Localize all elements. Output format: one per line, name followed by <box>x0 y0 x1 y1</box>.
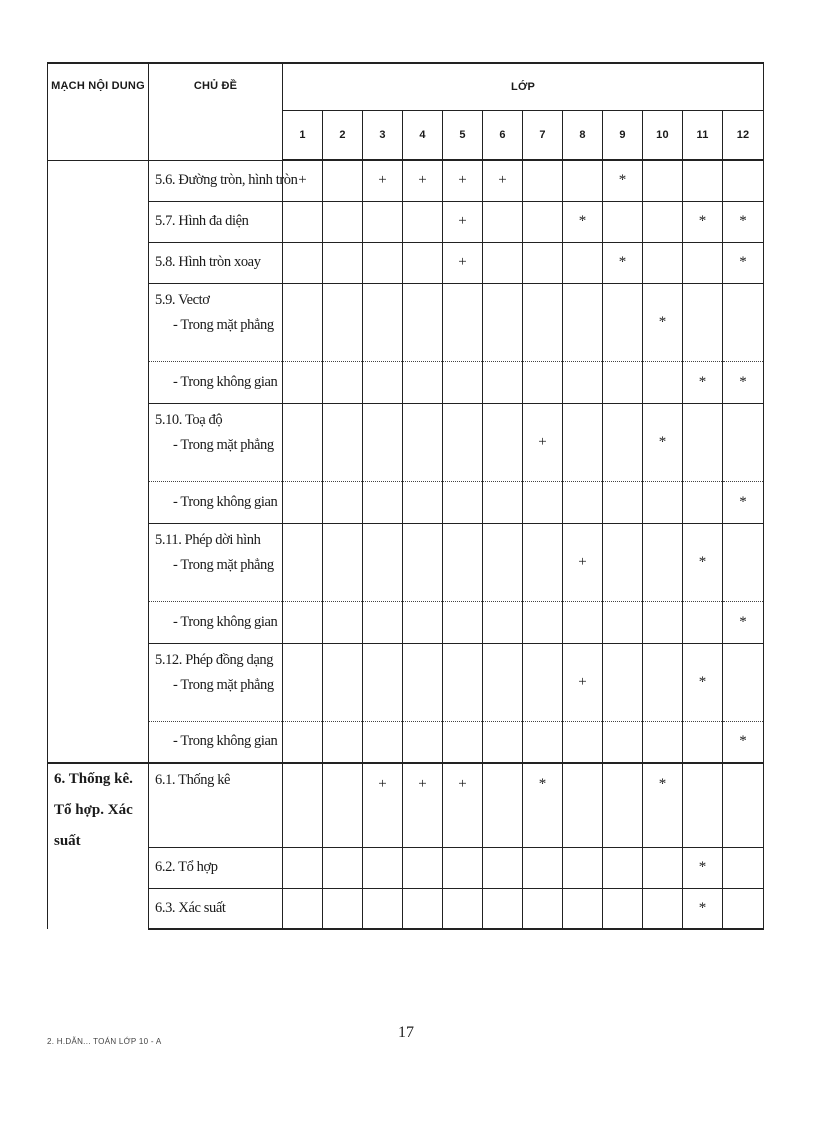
table-row <box>48 481 764 523</box>
grade-mark-cell <box>403 201 443 242</box>
grade-mark-cell <box>683 721 723 763</box>
grade-mark-cell: + <box>443 242 483 283</box>
grade-mark-cell: + <box>563 643 603 721</box>
grade-mark-cell: + <box>483 160 523 201</box>
table-row <box>48 160 764 201</box>
header-grade-number: 6 <box>483 111 523 161</box>
page-number: 17 <box>398 1024 414 1041</box>
grade-mark-cell <box>603 763 643 847</box>
grade-mark-cell <box>563 160 603 201</box>
grade-mark-cell <box>283 201 323 242</box>
table-row <box>48 888 764 929</box>
grade-mark-cell <box>523 160 563 201</box>
topic-sub-label: - Trong mặt phẳng <box>173 676 274 693</box>
grade-mark-cell <box>683 242 723 283</box>
grade-mark-cell <box>643 847 683 888</box>
grade-mark-cell <box>523 361 563 403</box>
grade-mark-cell <box>603 403 643 481</box>
header-grade-number: 1 <box>283 111 323 161</box>
grade-mark-cell <box>403 403 443 481</box>
grade-mark-cell <box>563 481 603 523</box>
grade-mark-cell <box>443 361 483 403</box>
table-body <box>48 160 764 929</box>
grade-mark-cell <box>323 242 363 283</box>
grade-mark-cell <box>323 523 363 601</box>
grade-mark-cell <box>363 523 403 601</box>
curriculum-table <box>47 62 764 930</box>
grade-mark-cell <box>363 601 403 643</box>
topic-cell <box>149 283 283 361</box>
topic-sub-label: - Trong không gian <box>149 361 283 403</box>
grade-mark-cell: * <box>683 523 723 601</box>
grade-mark-cell: + <box>363 160 403 201</box>
grade-mark-cell <box>723 643 764 721</box>
grade-mark-cell <box>523 242 563 283</box>
grade-mark-cell <box>323 888 363 929</box>
grade-mark-cell: * <box>723 361 764 403</box>
topic-sub-label: - Trong mặt phẳng <box>173 316 274 333</box>
grade-mark-cell <box>443 601 483 643</box>
grade-mark-cell <box>363 888 403 929</box>
grade-mark-cell <box>483 242 523 283</box>
grade-mark-cell <box>603 643 643 721</box>
topic-cell <box>149 403 283 481</box>
table-row <box>48 242 764 283</box>
grade-mark-cell: * <box>683 643 723 721</box>
table-row <box>48 847 764 888</box>
grade-mark-cell <box>403 601 443 643</box>
grade-mark-cell <box>563 888 603 929</box>
content-strand-cell: 6. Thống kê. Tổ hợp. Xác suất <box>48 763 149 929</box>
table-row <box>48 403 764 481</box>
grade-mark-cell <box>323 283 363 361</box>
grade-mark-cell <box>403 643 443 721</box>
grade-mark-cell <box>523 721 563 763</box>
grade-mark-cell <box>523 601 563 643</box>
grade-mark-cell <box>283 523 323 601</box>
grade-mark-cell <box>443 283 483 361</box>
topic-title: 6.1. Thống kê <box>149 763 283 847</box>
grade-mark-cell <box>323 763 363 847</box>
grade-mark-cell <box>403 361 443 403</box>
grade-mark-cell <box>483 643 523 721</box>
grade-mark-cell: + <box>443 201 483 242</box>
grade-mark-cell <box>683 763 723 847</box>
grade-mark-cell <box>603 201 643 242</box>
grade-mark-cell <box>523 888 563 929</box>
grade-mark-cell <box>403 847 443 888</box>
grade-mark-cell <box>443 888 483 929</box>
grade-mark-cell <box>683 283 723 361</box>
topic-title: 5.11. Phép dời hình <box>155 531 261 548</box>
grade-mark-cell <box>323 721 363 763</box>
grade-mark-cell <box>603 523 643 601</box>
header-grade-number: 3 <box>363 111 403 161</box>
grade-mark-cell <box>363 361 403 403</box>
grade-mark-cell <box>323 847 363 888</box>
grade-mark-cell <box>723 847 764 888</box>
grade-mark-cell <box>523 847 563 888</box>
grade-mark-cell <box>523 643 563 721</box>
grade-mark-cell: + <box>443 763 483 847</box>
grade-mark-cell: + <box>443 160 483 201</box>
grade-mark-cell <box>403 283 443 361</box>
grade-mark-cell <box>403 721 443 763</box>
grade-mark-cell <box>643 481 683 523</box>
header-grade-number: 12 <box>723 111 764 161</box>
grade-mark-cell <box>443 643 483 721</box>
header-grade-number: 9 <box>603 111 643 161</box>
grade-mark-cell <box>643 721 683 763</box>
topic-title: 5.12. Phép đồng dạng <box>155 651 274 668</box>
grade-mark-cell <box>363 242 403 283</box>
grade-mark-cell <box>643 201 683 242</box>
table-row <box>48 523 764 601</box>
grade-mark-cell: * <box>683 361 723 403</box>
grade-mark-cell <box>483 403 523 481</box>
grade-mark-cell <box>323 601 363 643</box>
grade-mark-cell: + <box>523 403 563 481</box>
table-row <box>48 763 764 847</box>
grade-mark-cell <box>483 481 523 523</box>
content-strand-cell <box>48 160 149 763</box>
header-grade-number: 10 <box>643 111 683 161</box>
grade-mark-cell <box>563 601 603 643</box>
grade-mark-cell <box>603 847 643 888</box>
grade-mark-cell: * <box>723 201 764 242</box>
grade-mark-cell <box>323 160 363 201</box>
grade-mark-cell <box>363 481 403 523</box>
grade-mark-cell <box>443 847 483 888</box>
grade-mark-cell <box>523 481 563 523</box>
grade-mark-cell <box>283 283 323 361</box>
topic-title: 5.9. Vectơ <box>155 291 210 308</box>
grade-mark-cell <box>443 523 483 601</box>
grade-mark-cell <box>283 242 323 283</box>
header-grade: LỚP <box>283 63 764 111</box>
grade-mark-cell <box>683 160 723 201</box>
grade-mark-cell <box>643 888 683 929</box>
grade-mark-cell <box>603 481 643 523</box>
header-content-strand: MẠCH NỘI DUNG <box>48 63 149 160</box>
grade-mark-cell <box>723 763 764 847</box>
grade-mark-cell <box>483 283 523 361</box>
grade-mark-cell: * <box>643 403 683 481</box>
grade-mark-cell <box>563 403 603 481</box>
grade-mark-cell <box>723 160 764 201</box>
grade-mark-cell <box>323 643 363 721</box>
grade-mark-cell: * <box>523 763 563 847</box>
grade-mark-cell: + <box>283 160 323 201</box>
grade-mark-cell <box>603 721 643 763</box>
topic-sub-label: - Trong mặt phẳng <box>173 556 274 573</box>
grade-mark-cell <box>483 847 523 888</box>
grade-mark-cell <box>283 361 323 403</box>
header-grade-number: 4 <box>403 111 443 161</box>
grade-mark-cell <box>443 481 483 523</box>
grade-mark-cell: * <box>723 601 764 643</box>
grade-mark-cell <box>323 481 363 523</box>
grade-mark-cell: + <box>403 763 443 847</box>
grade-mark-cell <box>283 888 323 929</box>
grade-mark-cell <box>643 601 683 643</box>
grade-mark-cell <box>603 361 643 403</box>
header-topic: CHỦ ĐỀ <box>149 63 283 160</box>
topic-cell <box>149 643 283 721</box>
header-grade-number: 5 <box>443 111 483 161</box>
grade-mark-cell <box>323 403 363 481</box>
grade-mark-cell <box>323 201 363 242</box>
grade-mark-cell <box>403 481 443 523</box>
grade-mark-cell <box>523 523 563 601</box>
grade-mark-cell <box>643 160 683 201</box>
grade-mark-cell <box>403 888 443 929</box>
topic-title: 5.6. Đường tròn, hình tròn <box>149 160 283 201</box>
grade-mark-cell: + <box>563 523 603 601</box>
grade-mark-cell <box>563 242 603 283</box>
grade-mark-cell <box>523 283 563 361</box>
grade-mark-cell <box>723 283 764 361</box>
grade-mark-cell <box>683 601 723 643</box>
grade-mark-cell: * <box>723 481 764 523</box>
topic-title: 6.2. Tổ hợp <box>149 847 283 888</box>
grade-mark-cell: * <box>643 763 683 847</box>
table-row <box>48 361 764 403</box>
grade-mark-cell <box>483 523 523 601</box>
grade-mark-cell <box>563 847 603 888</box>
grade-mark-cell <box>603 283 643 361</box>
grade-mark-cell: * <box>723 721 764 763</box>
grade-mark-cell <box>363 201 403 242</box>
table-row <box>48 643 764 721</box>
grade-mark-cell <box>683 403 723 481</box>
grade-mark-cell <box>363 403 403 481</box>
grade-mark-cell <box>283 601 323 643</box>
grade-mark-cell <box>403 242 443 283</box>
grade-mark-cell <box>283 721 323 763</box>
grade-mark-cell <box>483 201 523 242</box>
grade-mark-cell <box>603 601 643 643</box>
grade-mark-cell <box>483 763 523 847</box>
table-row <box>48 201 764 242</box>
grade-mark-cell <box>483 361 523 403</box>
grade-mark-cell <box>643 643 683 721</box>
topic-sub-label: - Trong không gian <box>149 481 283 523</box>
grade-mark-cell <box>723 523 764 601</box>
table-row <box>48 283 764 361</box>
grade-mark-cell: * <box>683 847 723 888</box>
grade-mark-cell <box>723 888 764 929</box>
grade-mark-cell <box>283 403 323 481</box>
topic-sub-label: - Trong mặt phẳng <box>173 436 274 453</box>
header-grade-number: 11 <box>683 111 723 161</box>
grade-mark-cell <box>643 523 683 601</box>
topic-title: 5.10. Toạ độ <box>155 411 223 428</box>
grade-mark-cell <box>563 361 603 403</box>
topic-sub-label: - Trong không gian <box>149 601 283 643</box>
grade-mark-cell <box>443 403 483 481</box>
grade-mark-cell <box>643 361 683 403</box>
grade-mark-cell <box>563 763 603 847</box>
grade-mark-cell <box>723 403 764 481</box>
grade-mark-cell <box>643 242 683 283</box>
grade-mark-cell <box>563 721 603 763</box>
grade-mark-cell <box>523 201 563 242</box>
grade-mark-cell <box>363 721 403 763</box>
topic-title: 5.7. Hình đa diện <box>149 201 283 242</box>
grade-mark-cell: * <box>603 242 643 283</box>
grade-mark-cell: * <box>723 242 764 283</box>
grade-mark-cell <box>363 283 403 361</box>
grade-mark-cell: + <box>363 763 403 847</box>
grade-mark-cell <box>683 481 723 523</box>
grade-mark-cell <box>483 601 523 643</box>
grade-mark-cell <box>403 523 443 601</box>
topic-title: 5.8. Hình tròn xoay <box>149 242 283 283</box>
grade-mark-cell: + <box>403 160 443 201</box>
grade-mark-cell <box>323 361 363 403</box>
table-row <box>48 601 764 643</box>
grade-mark-cell: * <box>563 201 603 242</box>
grade-mark-cell <box>483 721 523 763</box>
grade-mark-cell <box>283 643 323 721</box>
grade-mark-cell <box>283 481 323 523</box>
header-grade-number: 2 <box>323 111 363 161</box>
topic-title: 6.3. Xác suất <box>149 888 283 929</box>
grade-mark-cell <box>603 888 643 929</box>
table-row <box>48 721 764 763</box>
grade-mark-cell: * <box>683 888 723 929</box>
grade-mark-cell <box>363 643 403 721</box>
topic-sub-label: - Trong không gian <box>149 721 283 763</box>
grade-mark-cell <box>483 888 523 929</box>
grade-mark-cell <box>443 721 483 763</box>
grade-mark-cell: * <box>683 201 723 242</box>
grade-mark-cell: * <box>643 283 683 361</box>
header-grade-number: 8 <box>563 111 603 161</box>
footer-book-label: 2. H.DẪN... TOÁN LỚP 10 - A <box>47 1037 162 1046</box>
header-grade-number: 7 <box>523 111 563 161</box>
grade-mark-cell <box>363 847 403 888</box>
grade-mark-cell: * <box>603 160 643 201</box>
grade-mark-cell <box>563 283 603 361</box>
topic-cell <box>149 523 283 601</box>
grade-mark-cell <box>283 763 323 847</box>
grade-mark-cell <box>283 847 323 888</box>
